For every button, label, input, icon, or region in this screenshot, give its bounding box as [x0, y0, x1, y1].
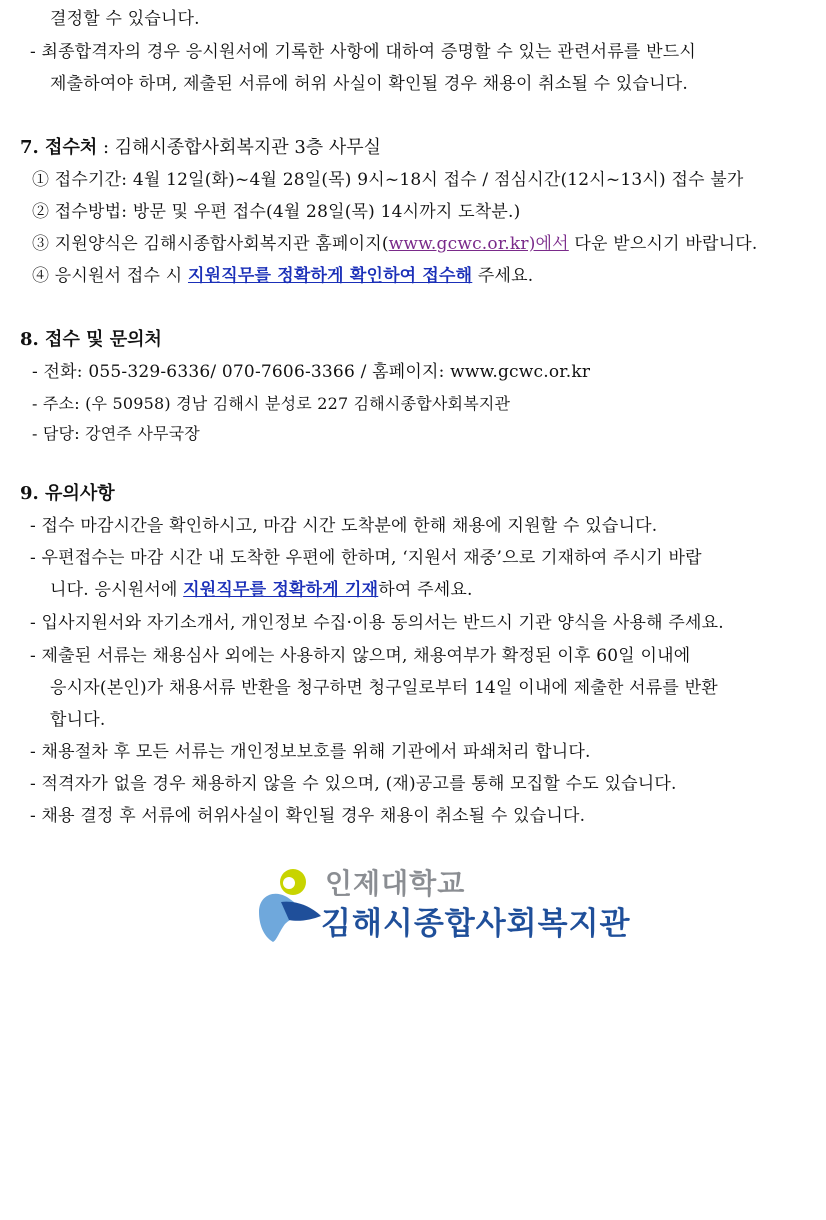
- section-9-note-1: - 접수 마감시간을 확인하시고, 마감 시간 도착분에 한해 채용에 지원할 수 있습니다.: [30, 516, 658, 536]
- section-9-note-2b-highlight: 지원직무를 정확하게 기재: [183, 580, 379, 600]
- section-9-note-7: - 채용 결정 후 서류에 허위사실이 확인될 경우 채용이 취소될 수 있습니다.: [30, 806, 586, 826]
- section-9-note-4b: 응시자(본인)가 채용서류 반환을 청구하면 청구일로부터 14일 이내에 제출한 서류를 반환: [50, 678, 718, 698]
- section-7-heading: [20, 136, 381, 160]
- section-9-note-2b-tail: 하여 주세요.: [378, 580, 473, 600]
- intro-line-2: - 최종합격자의 경우 응시원서에 기록한 사항에 대하여 증명할 수 있는 관련서류를 반드시: [30, 42, 696, 62]
- section-8-phone: - 전화: 055-329-6336/ 070-7606-3366 / 홈페이지: www.gcwc.or.kr: [32, 362, 591, 382]
- homepage-link[interactable]: www.gcwc.or.kr)에서: [388, 234, 569, 254]
- section-9-note-5: - 채용절차 후 모든 서류는 개인정보보호를 위해 기관에서 파쇄처리 합니다.: [30, 742, 591, 762]
- section-9-note-4c: 합니다.: [50, 710, 106, 730]
- section-7-item-3-tail: 다운 받으시기 바랍니다.: [568, 234, 758, 254]
- section-9-note-2: - 우편접수는 마감 시간 내 도착한 우편에 한하며, ‘지원서 재중’으로 기재하여 주시기 바랍: [30, 548, 702, 568]
- section-9-note-3: - 입사지원서와 자기소개서, 개인정보 수집·이용 동의서는 반드시 기관 양식을 사용해 주세요.: [30, 613, 724, 633]
- section-7-item-3: [32, 232, 757, 256]
- section-7-item-2: ② 접수방법: 방문 및 우편 접수(4월 28일(목) 14시까지 도착분.): [32, 202, 521, 222]
- section-7-item-1: ① 접수기간: 4월 12일(화)~4월 28일(목) 9시~18시 접수 / 점심시간(12시~13시) 접수 불가: [32, 170, 744, 190]
- section-7-item-4-text: ④ 응시원서 접수 시: [32, 266, 188, 286]
- section-9-note-2b-text: 니다. 응시원서에: [50, 580, 184, 600]
- section-7-title-rest: : 김해시종합사회복지관 3층 사무실: [97, 137, 382, 158]
- intro-line-1: 결정할 수 있습니다.: [50, 9, 200, 29]
- section-8-contact: - 담당: 강연주 사무국장: [32, 424, 200, 443]
- section-8-address: - 주소: (우 50958) 경남 김해시 분성로 227 김해시종합사회복지관: [32, 394, 511, 413]
- section-7-item-4-tail: 주세요.: [472, 266, 534, 286]
- section-9-note-2b: [50, 578, 473, 602]
- section-9-heading: 9. 유의사항: [20, 483, 115, 504]
- logo-center-name: 김해시종합사회복지관: [321, 906, 631, 942]
- section-9-note-4: - 제출된 서류는 채용심사 외에는 사용하지 않으며, 채용여부가 확정된 이후 60일 이내에: [30, 646, 691, 666]
- intro-line-3: 제출하여야 하며, 제출된 서류에 허위 사실이 확인될 경우 채용이 취소될 수 있습니다.: [50, 74, 688, 94]
- section-7-item-4-highlight: 지원직무를 정확하게 확인하여 접수해: [187, 266, 473, 286]
- section-9-note-6: - 적격자가 없을 경우 채용하지 않을 수 있으며, (재)공고를 통해 모집할 수도 있습니다.: [30, 774, 677, 794]
- logo-university-name: 인제대학교: [325, 867, 466, 900]
- bird-logo-icon: [255, 866, 325, 944]
- section-7-item-3-text: ③ 지원양식은 김해시종합사회복지관 홈페이지(: [32, 234, 389, 254]
- section-8-heading: 8. 접수 및 문의처: [20, 329, 162, 350]
- organization-logo: [255, 862, 631, 944]
- section-7-item-4: [32, 264, 533, 288]
- section-7-title: 7. 접수처: [20, 137, 98, 158]
